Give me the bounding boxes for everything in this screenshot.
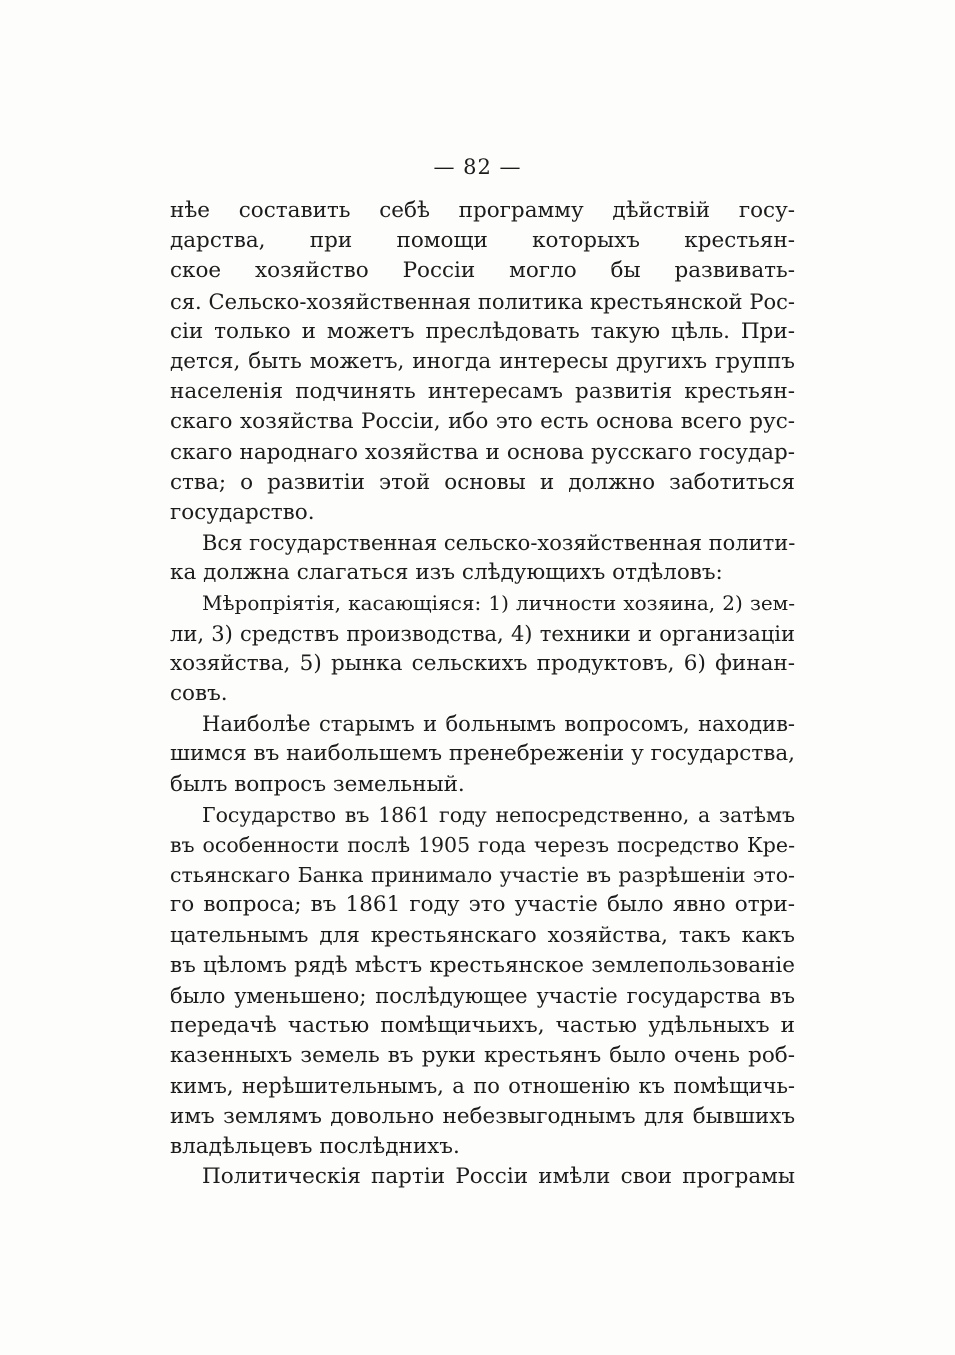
text-line: было уменьшено; послѣдующее участіе государства въ [170, 983, 795, 1008]
text-line: кимъ, нерѣшительнымъ, а по отношенію къ помѣщичь- [170, 1074, 795, 1099]
text-line: былъ вопросъ земельный. [170, 771, 465, 797]
text-line: ское хозяйство Россіи могло бы развивать- [170, 258, 795, 284]
text-line: въ особенности послѣ 1905 года черезъ посредство Кре- [170, 832, 795, 857]
text-line: цательнымъ для крестьянскаго хозяйства, такъ какъ [170, 922, 795, 948]
text-line: дарства, при помощи которыхъ крестьян- [170, 228, 795, 254]
text-line: совъ. [170, 681, 228, 706]
text-line: ства; о развитіи этой основы и должно заботиться [170, 469, 795, 495]
text-line: сіи только и можетъ преслѣдовать такую цѣль. При- [170, 318, 795, 344]
text-line: Вся государственная сельско-хозяйственная полити- [202, 531, 796, 556]
text-line: въ цѣломъ рядѣ мѣстъ крестьянское землепользованіе [170, 952, 795, 978]
text-line: имъ землямъ довольно небезвыгоднымъ для бывшихъ [170, 1103, 795, 1129]
text-line: ся. Сельско-хозяйственная политика крестьянской Рос- [170, 289, 795, 314]
text-line: Политическія партіи Россіи имѣли свои програмы [202, 1164, 795, 1189]
text-line: государство. [170, 499, 315, 525]
body-text [170, 196, 795, 1192]
text-line: владѣльцевъ послѣднихъ. [170, 1133, 460, 1159]
text-line: Мѣропріятія, касающіяся: 1) личности хозяина, 2) зем- [202, 591, 795, 616]
text-line: нѣе составить себѣ программу дѣйствій госу- [170, 198, 795, 223]
text-line: дется, быть можетъ, иногда интересы другихъ группъ [170, 348, 795, 374]
text-line: хозяйства, 5) рынка сельскихъ продуктовъ, 6) финан- [170, 650, 795, 676]
text-line: шимся въ наибольшемъ пренебреженіи у государства, [170, 741, 795, 767]
text-line: ка должна слагаться изъ слѣдующихъ отдѣловъ: [170, 560, 723, 586]
text-line: го вопроса; въ 1861 году это участіе было явно отри- [170, 892, 795, 918]
text-line: ли, 3) средствъ производства, 4) техники и организаціи [170, 621, 795, 646]
text-line: казенныхъ земель въ руки крестьянъ было очень роб- [170, 1043, 795, 1069]
page-number: — 82 — [433, 155, 522, 179]
text-line: стьянскаго Банка принимало участіе въ разрѣшеніи это- [170, 863, 795, 888]
text-line: передачѣ частью помѣщичьихъ, частью удѣльныхъ и [170, 1013, 795, 1039]
text-line: населенія подчинять интересамъ развитія крестьян- [170, 379, 795, 405]
text-line: Государство въ 1861 году непосредственно, а затѣмъ [202, 802, 795, 827]
text-line: скаго хозяйства Россіи, ибо это есть основа всего рус- [170, 409, 795, 435]
text-line: Наиболѣе старымъ и больнымъ вопросомъ, находив- [202, 712, 795, 737]
text-line: скаго народнаго хозяйства и основа русскаго государ- [170, 439, 795, 465]
